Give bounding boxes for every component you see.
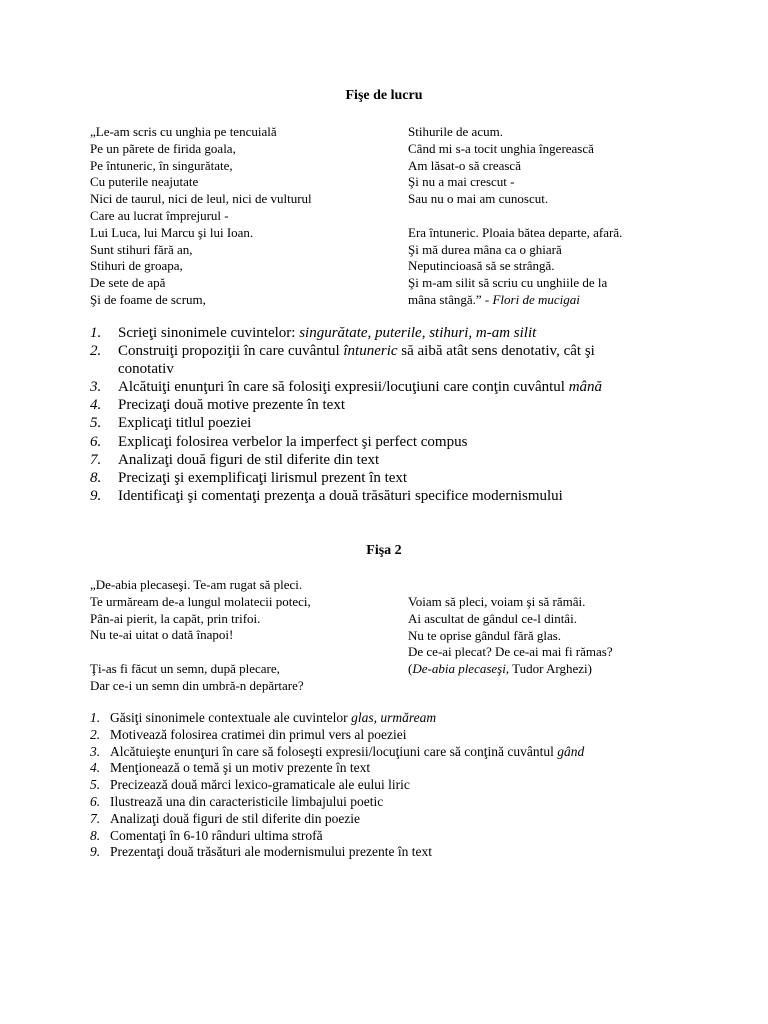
poem-line: De ce-ai plecat? De ce-ai mai fi rămas?: [408, 644, 613, 660]
poem-line: Nu te-ai uitat o dată înapoi!: [90, 627, 234, 643]
poem-line: Era întuneric. Ploaia bătea departe, afară.: [408, 224, 623, 240]
task-text: Analizaţi două figuri de stil diferite din text: [118, 451, 380, 468]
poem-line: Neputincioasă să se strângă.: [408, 258, 555, 274]
task-text: Precizaţi şi exemplificaţi lirismul prezent în text: [118, 469, 408, 486]
task-keywords: întuneric: [343, 343, 398, 360]
poem-line: Sau nu o mai am cunoscut.: [408, 191, 549, 207]
poem-left-column: [90, 124, 312, 309]
task-number: 3.: [90, 743, 101, 759]
task-text: Găsiţi sinonimele contextuale ale cuvintelor: [110, 710, 352, 725]
poem-line: Nici de taurul, nici de leul, nici de vulturul: [90, 191, 312, 207]
task-item: [90, 727, 690, 744]
task-number: 6.: [90, 793, 101, 809]
task-item: [90, 744, 690, 761]
task-item: [90, 414, 690, 432]
task-item: [90, 469, 690, 487]
task-item: [90, 794, 690, 811]
poem-line: Nu te oprise gândul fără glas.: [408, 627, 562, 643]
poem-line: Voiam să pleci, voiam şi să rămâi.: [408, 594, 586, 609]
task-keywords: gând: [557, 743, 585, 759]
task-item: [90, 828, 690, 845]
poem-line: Care au lucrat împrejurul -: [90, 207, 229, 223]
poem-line: Când mi s-a tocit unghia îngerească: [408, 140, 594, 156]
source-author: , Tudor Arghezi): [505, 661, 592, 677]
poem-line: Pân-ai pierit, la capăt, prin trifoi.: [90, 610, 261, 626]
task-list: [90, 324, 690, 505]
task-text: Comentaţi în 6-10 rânduri ultima strofă: [110, 827, 323, 843]
poem-line: De sete de apă: [90, 275, 166, 291]
task-text: Prezentaţi două trăsături ale modernismului prezente în text: [110, 844, 433, 860]
task-number: 2.: [90, 726, 101, 742]
task-number: 7.: [90, 451, 102, 468]
task-number: 8.: [90, 469, 102, 486]
stanza-gap: [90, 644, 311, 661]
task-text: Explicaţi titlul poeziei: [118, 415, 252, 432]
poem-source: [408, 661, 613, 678]
task-number: 7.: [90, 810, 101, 826]
task-item: [90, 433, 690, 451]
task-item: [90, 324, 690, 342]
poem-line: Pe întuneric, în singurătate,: [90, 157, 233, 173]
poem-line: Te urmăream de-a lungul molatecii poteci,: [90, 593, 311, 609]
poem-line: Stihurile de acum.: [408, 124, 503, 139]
task-item: [90, 487, 690, 505]
task-text: Menţionează o temă şi un motiv prezente în text: [110, 760, 371, 776]
task-text: Explicaţi folosirea verbelor la imperfect şi perfect compus: [118, 433, 468, 450]
task-list: [90, 710, 690, 861]
poem-line: Cu puterile neajutate: [90, 174, 199, 190]
task-item: [90, 342, 690, 378]
task-text: Construiţi propoziţii în care cuvântul: [118, 343, 344, 360]
task-text: Precizează două mărci lexico-gramaticale ale eului liric: [110, 777, 410, 793]
task-item: [90, 451, 690, 469]
poem-line: Ţi-as fi făcut un semn, după plecare,: [90, 660, 280, 676]
poem-line: Stihuri de groapa,: [90, 258, 183, 274]
task-number: 4.: [90, 397, 102, 414]
task-text-tail: să aibă atât sens denotativ, cât şi: [397, 343, 595, 360]
task-item: [90, 811, 690, 828]
task-text: Precizaţi două motive prezente în text: [118, 397, 345, 414]
task-text: Alcătuiţi enunţuri în care să folosiţi expresii/locuţiuni care conţin cuvântul: [118, 379, 569, 396]
task-number: 2.: [90, 343, 102, 360]
task-text: Alcătuieşte enunţuri în care să foloseşti expresii/locuţiuni care să conţină cuvântul: [110, 743, 558, 759]
task-number: 9.: [90, 487, 102, 504]
task-item: [90, 710, 690, 727]
source-open: (: [408, 661, 413, 677]
task-item: [90, 777, 690, 794]
task-item: [90, 760, 690, 777]
task-text: Identificaţi şi comentaţi prezenţa a două trăsături specifice modernismului: [118, 487, 563, 504]
task-text: Motivează folosirea cratimei din primul vers al poeziei: [110, 726, 407, 742]
task-keywords: mână: [568, 379, 603, 396]
poem-line: Dar ce-i un semn din umbră-n depărtare?: [90, 677, 304, 693]
task-number: 1.: [90, 325, 102, 341]
task-text: Analizaţi două figuri de stil diferite din poezie: [110, 810, 361, 826]
task-number: 1.: [90, 710, 101, 725]
task-number: 8.: [90, 827, 101, 843]
poem-line: Sunt stihuri fără an,: [90, 241, 193, 257]
poem-right-column: [408, 594, 613, 678]
poem-line: Pe un pãrete de firida goala,: [90, 140, 236, 156]
task-number: 5.: [90, 415, 102, 432]
task-text: Ilustrează una din caracteristicile limbajului poetic: [110, 793, 384, 809]
poem-line: Am lăsat-o să crească: [408, 157, 521, 173]
poem-line: Lui Luca, lui Marcu şi lui Ioan.: [90, 224, 254, 240]
task-item: [90, 844, 690, 861]
task-number: 3.: [90, 379, 102, 396]
stanza-gap: [408, 208, 622, 225]
task-text: Scrieţi sinonimele cuvintelor:: [118, 325, 300, 341]
task-number: 5.: [90, 777, 101, 793]
task-keywords: glas, urmăream: [351, 710, 437, 725]
poem-source-title: Flori de mucigai: [492, 291, 580, 307]
poem-line: Şi mă durea mâna ca o ghiară: [408, 241, 562, 257]
task-item: [90, 396, 690, 414]
poem-line: „Le-am scris cu unghia pe tencuială: [90, 124, 277, 139]
task-number: 6.: [90, 433, 102, 450]
task-text-line2: conotativ: [118, 361, 174, 378]
poem-left-column: [90, 577, 311, 695]
task-item: [90, 378, 690, 396]
task-keywords: singurătate, puterile, stihuri, m-am silit: [299, 325, 537, 341]
poem-line: Şi de foame de scrum,: [90, 291, 206, 307]
poem-source-title: De-abia plecaseşi: [412, 661, 506, 677]
poem-right-column: [408, 124, 622, 309]
poem-line: Şi nu a mai crescut -: [408, 174, 515, 190]
task-number: 4.: [90, 760, 101, 776]
poem-line: „De-abia plecaseşi. Te-am rugat să pleci.: [90, 577, 303, 592]
task-number: 9.: [90, 844, 101, 860]
poem-line-with-source: [408, 292, 622, 309]
worksheet-title: Fişe de lucru: [345, 88, 423, 103]
worksheet-title: Fişa 2: [366, 543, 402, 558]
poem-line: Şi m-am silit să scriu cu unghiile de la: [408, 275, 608, 291]
poem-line-text: mâna stângă.” -: [408, 291, 493, 307]
poem-line: Ai ascultat de gândul ce-l dintâi.: [408, 610, 577, 626]
